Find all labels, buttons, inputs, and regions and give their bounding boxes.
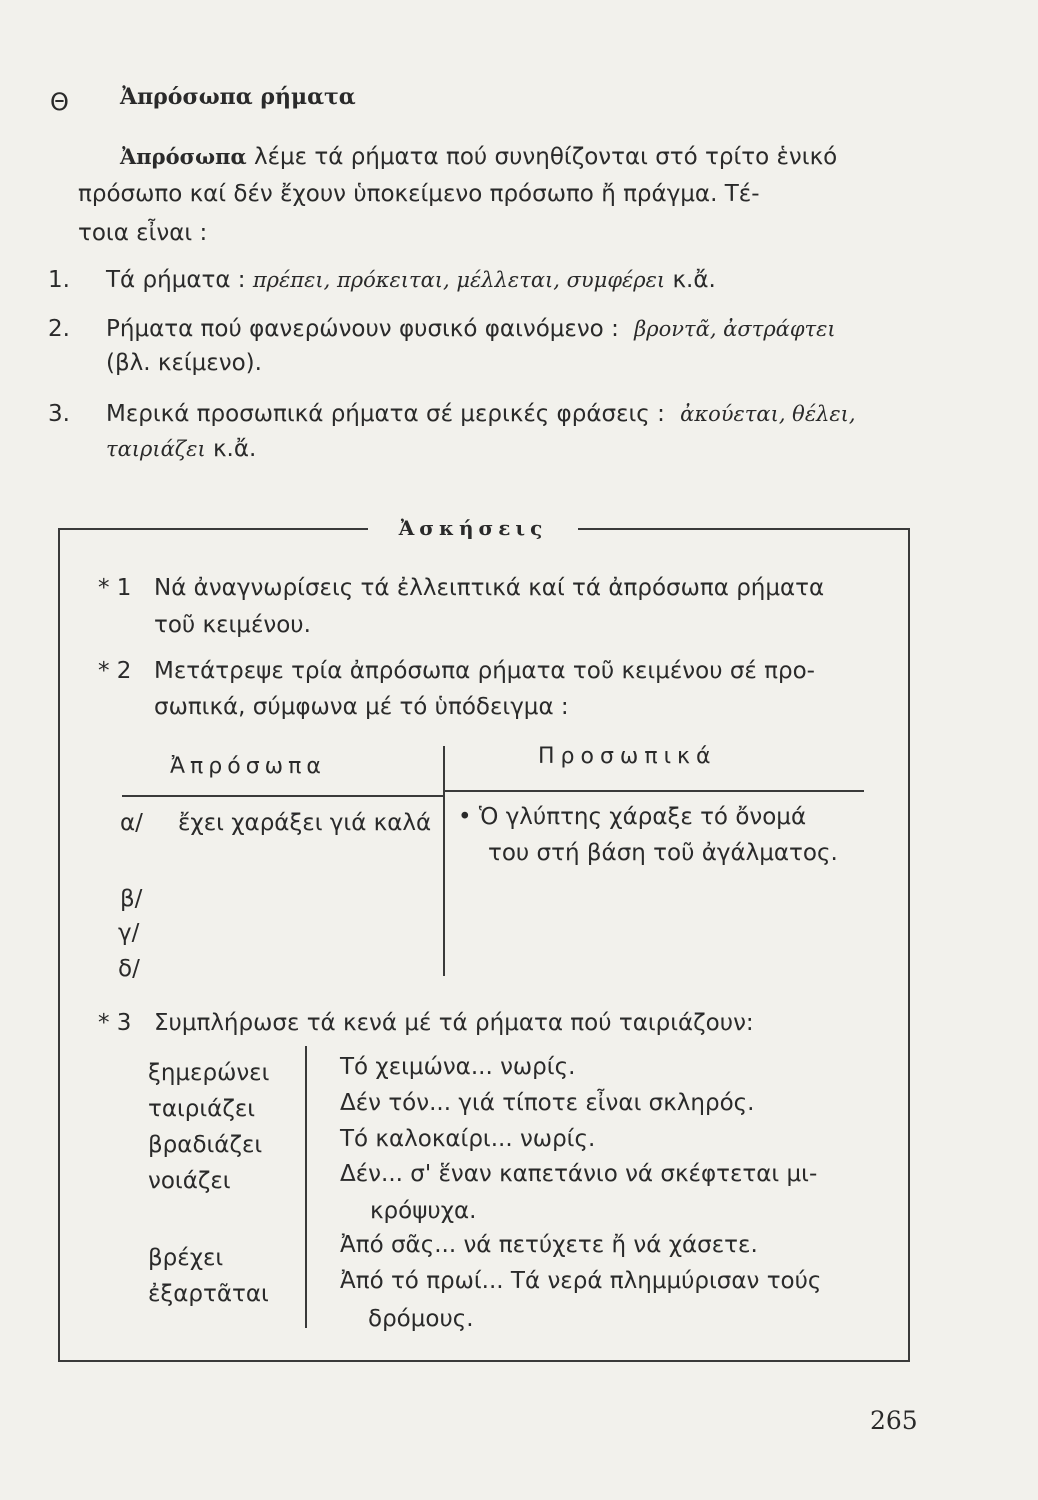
table-column-divider [443, 746, 445, 976]
list-item-1-text: Τά ρήματα : [106, 267, 246, 293]
table-header-rule-right [444, 790, 864, 792]
exercise-2-star: * 2 [98, 658, 132, 684]
table-row-b-label: β/ [120, 886, 143, 912]
list-item-1-examples: πρέπει, πρόκειται, μέλλεται, συμφέρει [252, 268, 666, 292]
list-item-2-examples: βροντᾶ, ἀστράφτει [634, 317, 836, 341]
table-header-left: Ἀπρόσωπα [170, 754, 326, 779]
list-item-3-examples: ἀκούεται, θέλει, [680, 402, 856, 426]
table-header-rule-left [122, 795, 444, 797]
list-item-2-line-2: (βλ. κείμενο). [106, 350, 262, 376]
table-row-c-label: γ/ [118, 920, 140, 946]
verb-4: νοιάζει [148, 1168, 231, 1194]
exercises-title: Ἀσκήσεις [398, 516, 548, 540]
list-item-2-text: Ρήματα πού φανερώνουν φυσικό φαινόμενο : [106, 316, 619, 342]
section-heading: Ἀπρόσωπα ρήματα [120, 84, 356, 110]
intro-line-1 [120, 146, 837, 169]
sentence-4: Δέν... σ' ἕναν καπετάνιο νά σκέφτεται μι- [340, 1161, 818, 1187]
list-item-1 [106, 269, 716, 292]
exercise-1-line-2: τοῦ κειμένου. [154, 612, 311, 638]
sentence-6: Ἀπό τό πρωί... Τά νερά πλημμύρισαν τούς [340, 1268, 822, 1294]
list-number-2: 2. [48, 316, 70, 342]
sentence-6-cont: δρόμους. [368, 1306, 474, 1332]
verb-3: βραδιάζει [148, 1132, 263, 1158]
sentence-4-cont: κρόψυχα. [370, 1198, 477, 1224]
list-item-3-line-2-tail: κ.ἄ. [213, 436, 257, 462]
exercise-1-star: * 1 [98, 575, 132, 601]
sentence-3: Τό καλοκαίρι... νωρίς. [340, 1126, 596, 1152]
sentence-5: Ἀπό σᾶς... νά πετύχετε ἤ νά χάσετε. [340, 1232, 758, 1258]
list-item-2 [106, 318, 836, 341]
section-symbol: Θ [50, 88, 69, 116]
exercise-2-line-1: Μετάτρεψε τρία ἀπρόσωπα ρήματα τοῦ κειμένου σέ προ- [154, 658, 815, 684]
list-number-1: 1. [48, 267, 70, 293]
sentence-1: Τό χειμώνα... νωρίς. [340, 1054, 576, 1080]
exercise-2-line-2: σωπικά, σύμφωνα μέ τό ὑπόδειγμα : [154, 694, 569, 720]
verb-1: ξημερώνει [148, 1060, 270, 1086]
list-item-3-line-2-examples: ταιριάζει [106, 437, 206, 461]
sentence-2: Δέν τόν... γιά τίποτε εἶναι σκληρός. [340, 1090, 755, 1116]
list-item-3 [106, 403, 856, 426]
exercise-3-instruction: Συμπλήρωσε τά κενά μέ τά ρήματα πού ταιριάζουν: [154, 1010, 754, 1036]
verb-2: ταιριάζει [148, 1096, 256, 1122]
verb-6: ἐξαρτᾶται [148, 1281, 269, 1307]
intro-text-1: λέμε τά ρήματα πού συνηθίζονται στό τρίτο ἑνικό [253, 144, 838, 170]
table-row-a-label: α/ [120, 810, 143, 836]
exercise-1-line-1: Νά ἀναγνωρίσεις τά ἐλλειπτικά καί τά ἀπρόσωπα ρήματα [154, 575, 825, 601]
exercise-3-star: * 3 [98, 1010, 132, 1036]
exercises-title-wrap [368, 513, 578, 543]
table-row-a-left: ἔχει χαράξει γιά καλά [178, 810, 432, 836]
table-row-a-right-1: • Ὁ γλύπτης χάραξε τό ὄνομά [458, 804, 807, 830]
intro-term: Ἀπρόσωπα [120, 144, 247, 169]
table-header-right: Προσωπικά [538, 744, 717, 769]
exercise-3-divider [305, 1046, 307, 1328]
list-item-1-tail: κ.ἄ. [672, 267, 716, 293]
list-item-3-line-2 [106, 438, 256, 461]
page-number: 265 [870, 1406, 918, 1435]
verb-5: βρέχει [148, 1245, 224, 1271]
table-row-a-right-2: του στή βάση τοῦ ἀγάλματος. [488, 840, 838, 866]
list-number-3: 3. [48, 401, 70, 427]
intro-line-3: τοια εἶναι : [78, 220, 208, 246]
table-row-d-label: δ/ [118, 956, 140, 982]
list-item-3-text: Μερικά προσωπικά ρήματα σέ μερικές φράσεις : [106, 401, 665, 427]
intro-line-2: πρόσωπο καί δέν ἔχουν ὑποκείμενο πρόσωπο ἤ πράγμα. Τέ- [78, 181, 760, 207]
